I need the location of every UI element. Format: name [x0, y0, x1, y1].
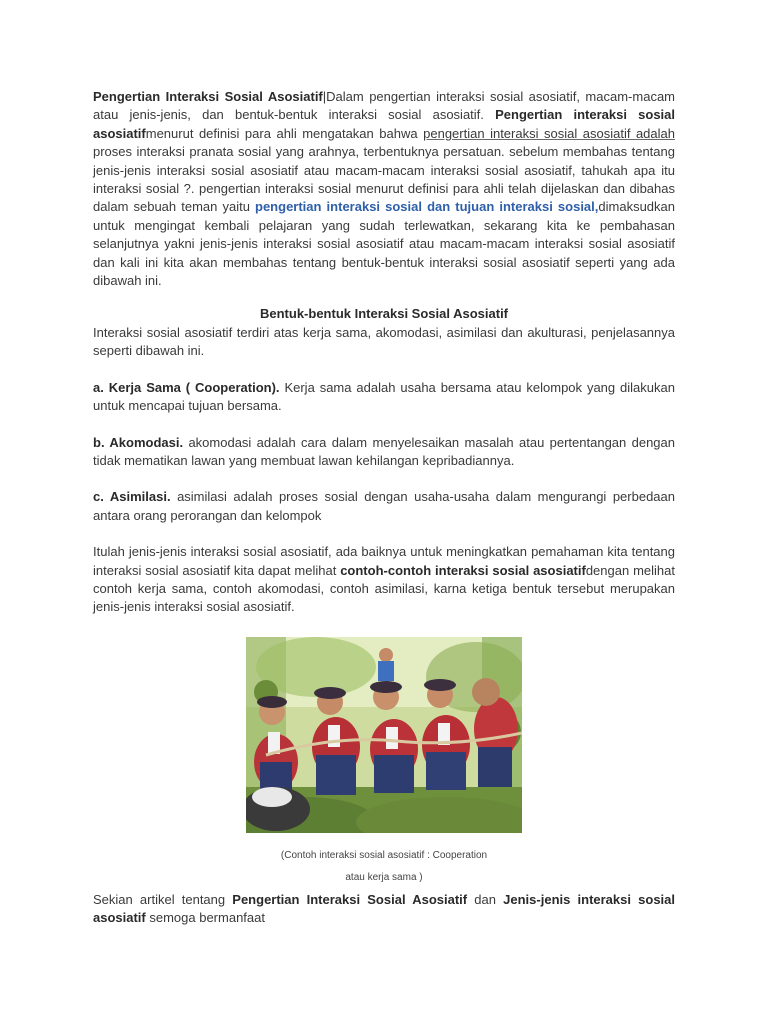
summary-rest: dengan melihat contoh kerja sama, contoh akomodasi, contoh asimilasi, karna ketiga bentuk tersebut merupakan jenis-jenis interaksi sosial asosiatif. — [93, 562, 675, 615]
closing-paragraph — [93, 891, 675, 928]
list-item-accommodation — [93, 434, 675, 471]
article — [93, 88, 675, 928]
intro-paragraph — [93, 88, 675, 290]
definition-bold: Pengertian interaksi sosial asosiatif — [93, 107, 676, 141]
cooperation-photo — [246, 637, 522, 833]
list-item-text: Kerja sama adalah usaha bersama atau kelompok yang dilakukan untuk mencapai tujuan bersama. — [93, 379, 675, 414]
closing-bold-types: Jenis-jenis interaksi sosial asosiatif — [93, 891, 675, 926]
intro-closing: dimaksudkan untuk mengingat kembali pelajaran yang sudah terlewatkan, sekarang kita ke pembahasan selanjutnya yakni jenis-jenis interaksi sosial asosiatif atau macam-macam interaksi sosial asosiatif dan kali ini kita akan membahas tentang bentuk-bentuk interaksi sosial asosiatif seperti yang ada dibawah ini. — [93, 199, 675, 289]
closing-text: Sekian artikel tentang — [93, 891, 233, 907]
summary-text: Itulah jenis-jenis interaksi sosial asosiatif, ada baiknya untuk meningkatkan pemahaman kita tentang interaksi sosial asosiatif kita dapat melihat — [93, 544, 675, 578]
list-item-label: b. Akomodasi. — [93, 434, 184, 450]
summary-bold: contoh-contoh interaksi sosial asosiatif — [340, 562, 586, 578]
definition-link[interactable]: pengertian interaksi sosial asosiatif adalah — [423, 125, 675, 141]
closing-bold-title: Pengertian Interaksi Sosial Asosiatif — [232, 891, 468, 907]
caption-line-1: (Contoh interaksi sosial asosiatif : Cooperation — [280, 849, 488, 861]
section-heading: Bentuk-bentuk Interaksi Sosial Asosiatif — [259, 306, 509, 322]
definition-text: menurut definisi para ahli mengatakan bahwa — [145, 125, 424, 141]
list-item-cooperation — [93, 379, 675, 416]
list-item-label: c. Asimilasi. — [93, 489, 171, 505]
intro-lead-bold: Pengertian Interaksi Sosial Asosiatif — [93, 89, 323, 104]
definition-rest: proses interaksi pranata sosial yang arahnya, terbentuknya persatuan. sebelum membahas tentang jenis-jenis interaksi sosial asosiatif atau macam-macam interaksi sosial asosiatif, tahukah apa itu interaksi sosial ?. pengertian interaksi sosial menurut definisi para ahli telah dijelaskan dan dibahas dalam sebuah teman yaitu — [93, 144, 675, 215]
closing-wish: semoga bermanfaat — [145, 910, 265, 926]
list-item-label: a. Kerja Sama ( Cooperation). — [93, 379, 280, 395]
list-item-text: asimilasi adalah proses sosial dengan usaha-usaha dalam mengurangi perbedaan antara orang perorangan dan kelompok — [93, 489, 675, 523]
closing-connector: dan — [467, 891, 504, 907]
figure-caption — [93, 845, 675, 889]
list-item-assimilation — [93, 488, 675, 525]
section-intro: Interaksi sosial asosiatif terdiri atas kerja sama, akomodasi, asimilasi dan akulturasi, penjelasannya seperti dibawah ini. — [93, 324, 675, 359]
intro-lead-text: |Dalam pengertian interaksi sosial asosiatif, macam-macam atau jenis-jenis, dan bentuk-bentuk interaksi sosial asosiatif. — [93, 89, 675, 123]
caption-line-2: atau kerja sama ) — [345, 871, 423, 883]
summary-paragraph — [93, 543, 675, 617]
list-item-text: akomodasi adalah cara dalam menyelesaikan masalah atau pertentangan dengan tidak mematikan lawan yang membuat lawan kehilangan kepribadiannya. — [93, 434, 675, 468]
related-article-link[interactable]: pengertian interaksi sosial dan tujuan interaksi sosial, — [255, 199, 599, 215]
